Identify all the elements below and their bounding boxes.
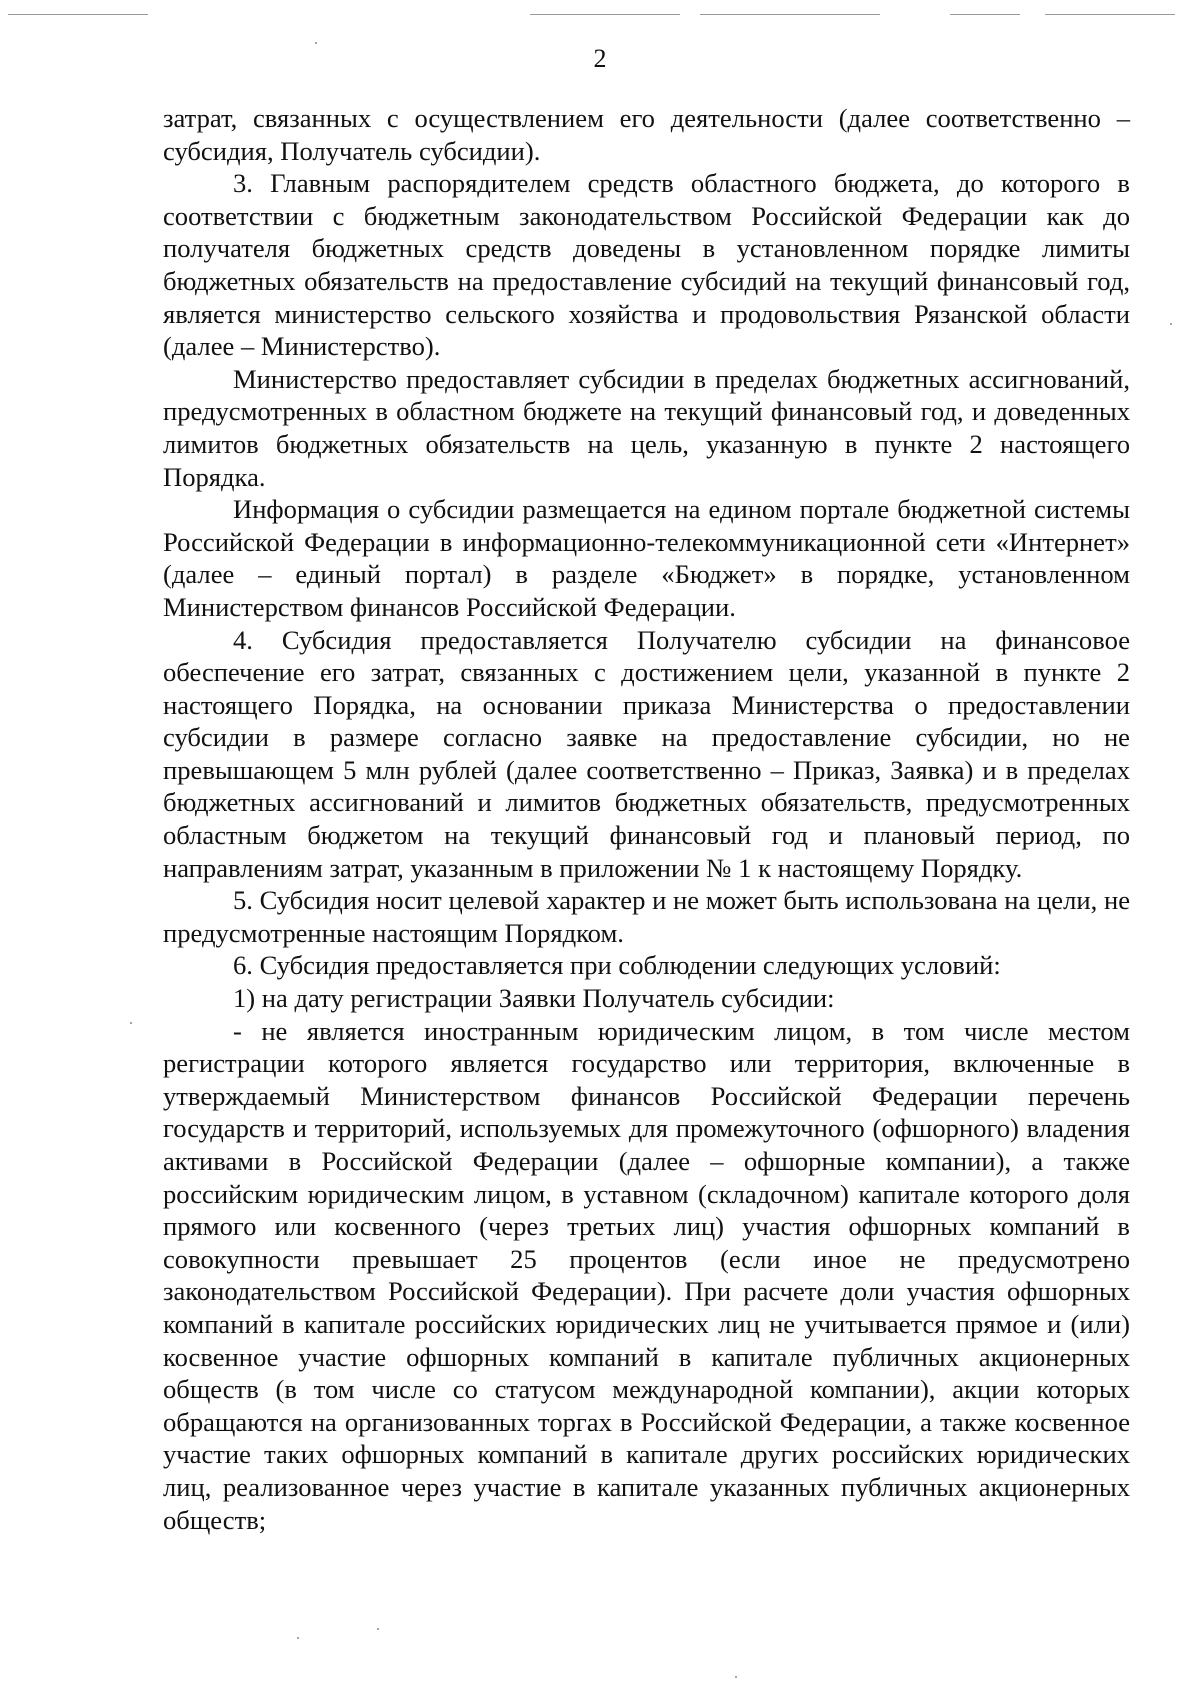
scan-artifact-top-edge [0, 14, 1200, 18]
scan-speck [1170, 323, 1172, 325]
paragraph: 5. Субсидия носит целевой характер и не может быть использована на цели, не предусмотренные настоящим Порядком. [163, 885, 1130, 948]
scan-speck [735, 1676, 737, 1678]
document-body [163, 102, 1130, 1536]
scan-speck [130, 1022, 132, 1024]
scan-speck [315, 42, 317, 44]
scan-speck [377, 1628, 379, 1630]
paragraph: затрат, связанных с осуществлением его деятельности (далее соответственно – субсидия, Получатель субсидии). [163, 103, 1130, 166]
paragraph: 6. Субсидия предоставляется при соблюдении следующих условий: [233, 950, 1001, 981]
page-number: 2 [593, 44, 607, 73]
paragraph: Информация о субсидии размещается на едином портале бюджетной системы Российской Федерации в информационно-телекоммуникационной сети «Интернет» (далее – единый портал) в разделе «Бюджет» в порядке, установленном Министерством финансов Российской Федерации. [163, 494, 1130, 622]
scan-speck [297, 1637, 299, 1639]
paragraph: Министерство предоставляет субсидии в пределах бюджетных ассигнований, предусмотренных в областном бюджете на текущий финансовый год, и доведенных лимитов бюджетных обязательств на цель, указанную в пункте 2 настоящего Порядка. [163, 363, 1130, 492]
paragraph: 3. Главным распорядителем средств областного бюджета, до которого в соответствии с бюджетным законодательством Российской Федерации как до получателя бюджетных средств доведены в установленном порядке лимиты бюджетных обязательств на предоставление субсидий на текущий финансовый год, является министерство сельского хозяйства и продовольствия Рязанской области (далее – Министерство). [163, 168, 1130, 362]
paragraph: 1) на дату регистрации Заявки Получатель субсидии: [233, 983, 835, 1014]
paragraph: 4. Субсидия предоставляется Получателю субсидии на финансовое обеспечение его затрат, связанных с достижением цели, указанной в пункте 2 настоящего Порядка, на основании приказа Министерства о предоставлении субсидии в размере согласно заявке на предоставление субсидии, но не превышающем 5 млн рублей (далее соответственно – Приказ, Заявка) и в пределах бюджетных ассигнований и лимитов бюджетных обязательств, предусмотренных областным бюджетом на текущий финансовый год и плановый период, по направлениям затрат, указанным в приложении № 1 к настоящему Порядку. [163, 624, 1130, 883]
paragraph: - не является иностранным юридическим лицом, в том числе местом регистрации которого является государство или территория, включенные в утверждаемый Министерством финансов Российской Федерации перечень государств и территорий, используемых для промежуточного (офшорного) владения активами в Российской Федерации (далее – офшорные компании), а также российским юридическим лицом, в уставном (складочном) капитале которого доля прямого или косвенного (через третьих лиц) участия офшорных компаний в совокупности превышает 25 процентов (если иное не предусмотрено законодательством Российской Федерации). При расчете доли участия офшорных компаний в капитале российских юридических лиц не учитывается прямое и (или) косвенное участие офшорных компаний в капитале публичных акционерных обществ (в том числе со статусом международной компании), акции которых обращаются на организованных торгах в Российской Федерации, а также косвенное участие таких офшорных компаний в капитале других российских юридических лиц, реализованное через участие в капитале указанных публичных акционерных обществ; [163, 1015, 1130, 1535]
